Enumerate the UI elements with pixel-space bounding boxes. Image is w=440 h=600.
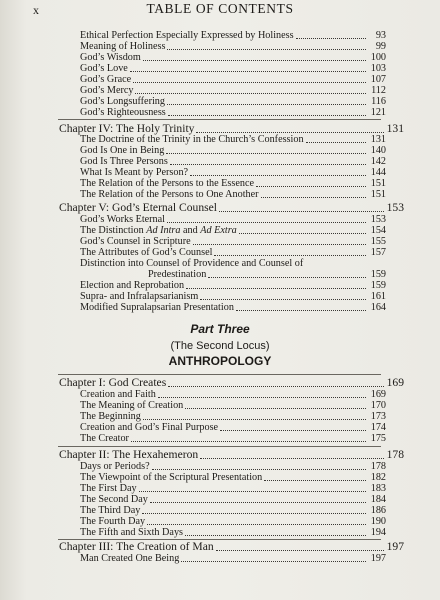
- chapter-heading: Chapter III: The Creation of Man 197: [59, 540, 404, 553]
- toc-entry: The Viewpoint of the Scriptural Presentation 182: [80, 472, 386, 483]
- toc-entry: The Relation of the Persons to One Another 151: [80, 189, 386, 200]
- toc-entry: The Third Day 186: [80, 505, 386, 516]
- chapter-heading: Chapter IV: The Holy Trinity 131: [59, 122, 404, 135]
- toc-entry: God’s Works Eternal 153: [80, 214, 386, 225]
- toc-entry: Meaning of Holiness 99: [80, 41, 386, 52]
- toc-entry: God Is One in Being 140: [80, 145, 386, 156]
- toc-entry: The Attributes of God’s Counsel 157: [80, 247, 386, 258]
- chapter-heading: Chapter II: The Hexahemeron 178: [59, 448, 404, 461]
- toc-entry: Creation and Faith 169: [80, 389, 386, 400]
- toc-entry: What Is Meant by Person? 144: [80, 167, 386, 178]
- toc-entry: God’s Grace 107: [80, 74, 386, 85]
- part-heading: ANTHROPOLOGY: [168, 354, 272, 368]
- toc-entry: The Distinction Ad Intra and Ad Extra 154: [80, 225, 386, 236]
- toc-entry: God’s Mercy 112: [80, 85, 386, 96]
- chapter-heading: Chapter I: God Creates 169: [59, 376, 404, 389]
- toc-entry: Supra- and Infralapsarianism 161: [80, 291, 386, 302]
- divider: [58, 374, 381, 375]
- toc-entry: The Fourth Day 190: [80, 516, 386, 527]
- toc-entry: The Beginning 173: [80, 411, 386, 422]
- toc-entry-line1: Distinction into Counsel of Providence and Counsel of: [80, 258, 304, 269]
- toc-entry: Election and Reprobation 159: [80, 280, 386, 291]
- toc-entry: God Is Three Persons 142: [80, 156, 386, 167]
- toc-entry: God’s Longsuffering 116: [80, 96, 386, 107]
- toc-entry: Days or Periods? 178: [80, 461, 386, 472]
- toc-entry: God’s Wisdom 100: [80, 52, 386, 63]
- toc-entry: The Fifth and Sixth Days 194: [80, 527, 386, 538]
- toc-entry: The Doctrine of the Trinity in the Church’s Confession 131: [80, 134, 386, 145]
- toc-entry: God’s Counsel in Scripture 155: [80, 236, 386, 247]
- divider: [58, 446, 381, 447]
- toc-entry: The Creator 175: [80, 433, 386, 444]
- toc-entry: Predestination 159: [148, 269, 386, 280]
- toc-entry: The Meaning of Creation 170: [80, 400, 386, 411]
- toc-entry: God’s Righteousness 121: [80, 107, 386, 118]
- toc-entry: The Relation of the Persons to the Essence 151: [80, 178, 386, 189]
- page-title: TABLE OF CONTENTS: [146, 1, 294, 16]
- chapter-heading: Chapter V: God’s Eternal Counsel 153: [59, 201, 404, 214]
- divider: [58, 119, 381, 120]
- part-title: Part Three: [190, 322, 250, 336]
- toc-entry: Creation and God’s Final Purpose 174: [80, 422, 386, 433]
- toc-entry: God’s Love 103: [80, 63, 386, 74]
- part-subtitle: (The Second Locus): [170, 340, 270, 352]
- toc-entry: Man Created One Being 197: [80, 553, 386, 564]
- toc-entry: The First Day 183: [80, 483, 386, 494]
- toc-entry: Modified Supralapsarian Presentation 164: [80, 302, 386, 313]
- page-number: x: [33, 3, 39, 17]
- toc-entry: The Second Day 184: [80, 494, 386, 505]
- toc-entry: Ethical Perfection Especially Expressed by Holiness 93: [80, 30, 386, 41]
